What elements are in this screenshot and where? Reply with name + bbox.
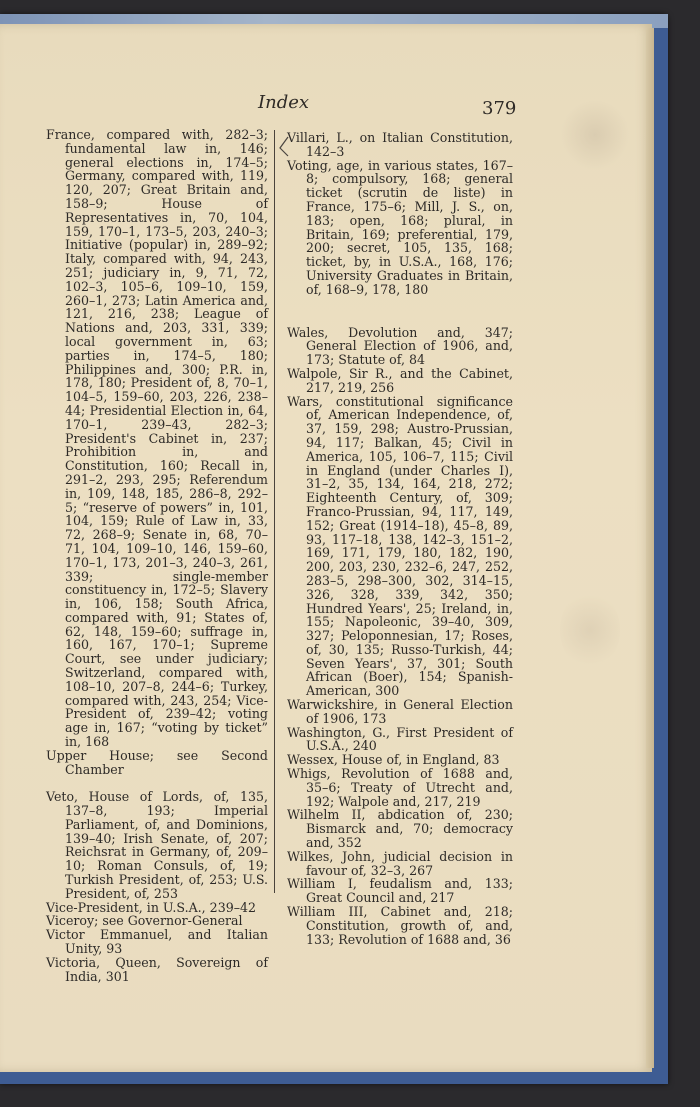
index-entry: Wars, constitutional significance of, American Independence, of, 37, 159, 298; Austro-Prussian, 94, 117; Balkan, 45; Civil in America, 105, 106–7, 115; Civil in England (under Charles I), 31–2, 35, 134, 164, 218, 272; Eighteenth Century, of, 309; Franco-Prussian, 94, 117, 149, 152; Great (1914–18), 45–8, 89, 93, 117–18, 138, 142–3, 151–2, 169, 171, 179, 180, 182, 190, 200, 203, 230, 232–6, 247, 252, 283–5, 298–300, 302, 314–15, 326, 328, 339, 342, 350; Hundred Years', 25; Ireland, in, 155; Napoleonic, 39–40, 309, 327; Peloponnesian, 17; Roses, of, 30, 135; Russo-Turkish, 44; Seven Years', 37, 301; South African (Boer), 154; Spanish-American, 300 (287, 393, 513, 699)
index-entry: Veto, House of Lords, of, 135, 137–8, 193; Imperial Parliament, of, and Dominions, 139–40; Irish Senate, of, 207; Reichsrat in Germany, of, 209–10; Roman Consuls, of, 19; Turkish President, of, 253; U.S. President, of, 253 (46, 789, 268, 901)
index-entry: Upper House; see Second Chamber (46, 747, 268, 777)
index-entry: Victor Emmanuel, and Italian Unity, 93 (46, 927, 268, 957)
index-entry: Wilkes, John, judicial decision in favour of, 32–3, 267 (287, 848, 513, 878)
index-entry: Wales, Devolution and, 347; General Election of 1906, and, 173; Statute of, 84 (287, 324, 513, 368)
index-entry: William III, Cabinet and, 218; Constitution, growth of, and, 133; Revolution of 1688 and, 36 (287, 904, 513, 947)
index-entry: Viceroy; see Governor-General (46, 913, 243, 929)
index-entry: Washington, G., First President of U.S.A., 240 (287, 724, 513, 754)
index-column-right (287, 131, 513, 946)
index-entry: Wessex, House of, in England, 83 (287, 752, 500, 768)
index-entry: Wilhelm II, abdication of, 230; Bismarck and, 70; democracy and, 352 (287, 807, 513, 851)
index-entry: Victoria, Queen, Sovereign of India, 301 (46, 954, 268, 984)
column-rule (274, 130, 275, 893)
index-entry: Voting, age, in various states, 167–8; compulsory, 168; general ticket (scrutin de liste) in France, 175–6; Mill, J. S., on, 183; open, 168; plural, in Britain, 169; preferential, 179, 200; secret, 105, 135, 168; ticket, by, in U.S.A., 168, 176; University Graduates in Britain, of, 168–9, 178, 180 (287, 157, 513, 297)
index-entry: Vice-President, in U.S.A., 239–42 (46, 899, 257, 915)
page-number: 379 (482, 98, 517, 119)
paper-stain (560, 100, 630, 170)
index-entry: Villari, L., on Italian Constitution, 142–3 (287, 130, 513, 159)
index-entry: Warwickshire, in General Election of 1906, 173 (287, 697, 513, 726)
index-entry: France, compared with, 282–3; fundamental law in, 146; general elections in, 174–5; Germany, compared with, 119, 120, 207; Great Britain and, 158–9; House of Representatives in, 70, 104, 159, 170–1, 173–5, 203, 240–3; Initiative (popular) in, 289–92; Italy, compared with, 94, 243, 251; judiciary in, 9, 71, 72, 102–3, 105–6, 109–10, 159, 260–1, 273; Latin America and, 121, 216, 238; League of Nations and, 203, 331, 339; local government in, 63; parties in, 174–5, 180; Philippines and, 300; P.R. in, 178, 180; President of, 8, 70–1, 104–5, 159–60, 203, 226, 238–44; Presidential Election in, 64, 170–1, 239–43, 282–3; President's Cabinet in, 237; Prohibition in, and Constitution, 160; Recall in, 291–2, 293, 295; Referendum in, 109, 148, 185, 286–8, 292–5; “reserve of powers” in, 101, 104, 159; Rule of Law in, 33, 72, 268–9; Senate in, 68, 70–71, 104, 109–10, 146, 159–60, 170–1, 173, 201–3, 240–3, 261, 339; single-member constituency in, 172–5; Slavery in, 106, 158; South Africa, compared with, 91; States of, 62, 148, 159–60; suffrage in, 160, 167, 170–1; Supreme Court, see under judiciary; Switzerland, compared with, 108–10, 207–8, 244–6; Turkey, compared with, 243, 254; Vice-President of, 239–42; voting age in, 167; “voting by ticket” in, 168 (46, 127, 268, 750)
index-entry: Whigs, Revolution of 1688 and, 35–6; Treaty of Utrecht and, 192; Walpole and, 217, 219 (287, 766, 513, 809)
index-entry: William I, feudalism and, 133; Great Council and, 217 (287, 876, 513, 906)
page-edge (646, 28, 654, 1068)
index-entry: Walpole, Sir R., and the Cabinet, 217, 219, 256 (287, 365, 513, 395)
paper-stain (560, 590, 620, 670)
index-column-left (46, 128, 268, 983)
running-head-title: Index (258, 92, 310, 113)
